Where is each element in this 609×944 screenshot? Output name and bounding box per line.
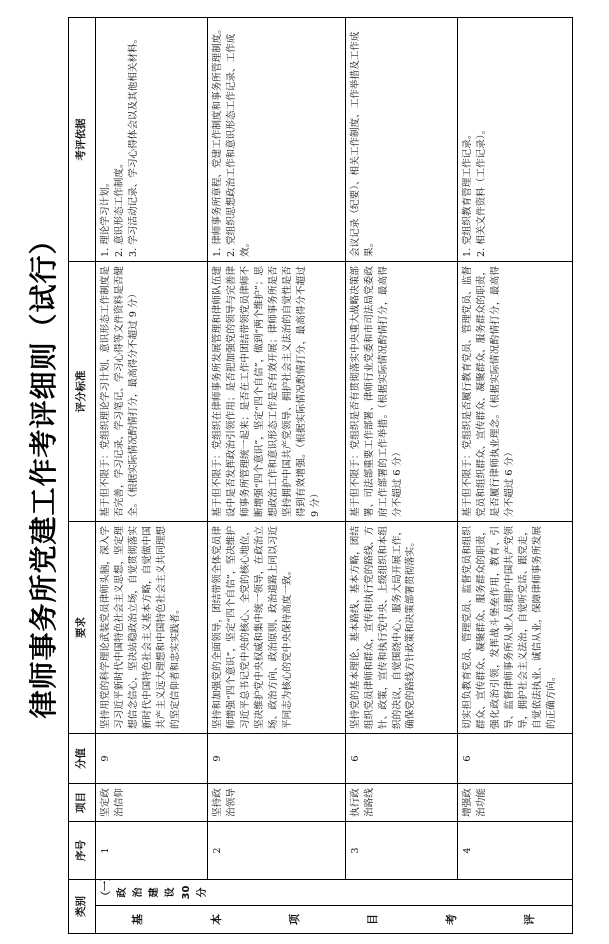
standard-cell: 基于但不限于：党组织是否有贯彻落实中央重大战略决策部署、司法部重要工作部署、律师行业党委和市司法局党委政府工作部署的工作举措。（根据实际情况酌情打分，最高得分不超过 6 分）: [345, 262, 457, 522]
score-cell: 9: [208, 734, 346, 784]
header-seq: 序号: [69, 822, 96, 880]
requirement-cell: 坚持用党的科学理论武装党员律师头脑，深入学习习近平新时代中国特色社会主义思想，坚定理想信念信心，坚决站稳政治立场，自觉贯彻落实新时代中国特色社会主义基本方略，自觉做中国共产主义远大理想和中国特色社会主义共同理想的坚定信仰者和忠实实践者。: [96, 522, 208, 734]
item-cell: 坚持政治领导: [208, 784, 346, 822]
category-label: [99, 910, 569, 929]
category-char: 评: [522, 914, 536, 925]
table-header-row: [69, 18, 96, 934]
table-row: [458, 18, 573, 934]
header-category: 类别: [69, 880, 96, 934]
item-cell: 增强政治功能: [458, 784, 573, 822]
basis-line: 2. 党组织思想政治工作和意识形态工作记录、工作成效。: [226, 33, 252, 257]
basis-cell: [96, 18, 208, 262]
table-row: [345, 18, 457, 934]
header-requirement: 要求: [69, 522, 96, 734]
basis-line: 2. 相关文件资料（工作记录）。: [476, 124, 488, 257]
basis-line: 1. 理论学习计划。: [100, 177, 111, 257]
category-char: 基: [131, 914, 145, 925]
category-char: 考: [444, 914, 458, 925]
category-cell: [96, 906, 573, 934]
basis-line: 1. 党组织教育管理工作记录。: [462, 129, 474, 257]
subcategory-line: （一）: [101, 879, 112, 901]
header-standard: 评分标准: [69, 262, 96, 522]
basis-line: 会议记录（纪要）、相关工作制度、工作举措及工作成果。: [349, 31, 375, 257]
category-char: 项: [287, 914, 301, 925]
table-row: [208, 18, 346, 934]
standard-cell: 基于但不限于：党组织在律师事务所发展管理和律师队伍建设中是否发挥政治引领作用；是否把加强党的领导与完善律师事务所管理统一起来；是否在工作中团结带领党员律师不断增强“四个意识”，坚定“四个自信”，做到“两个维护”；思想政治工作和意识形态工作是否有效开展；律师事务所是否坚持拥护中国共产党领导、拥护社会主义法治的自觉性是否得到有效增强。（根据实际情况酌情打分，最高得分不超过 9 分）: [208, 262, 346, 522]
standard-cell: 基于但不限于：党组织是否履行教育党员、管理党员、监督党员和组织群众、宣传群众、凝聚群众、服务群众的职责，是否履行律师执业理念。（根据实际情况酌情打分，最高得分不超过 6 分）: [458, 262, 573, 522]
score-cell: 6: [345, 734, 457, 784]
subcategory-line: 30 分: [181, 885, 208, 900]
requirement-cell: 切实担负教育党员、管理党员、监督党员和组织群众、宣传群众、凝聚群众、服务群众的职责，强化政治引领，发挥战斗堡垒作用，教育、引导、监督律师事务所从业人员拥护中国共产党领导，拥护社会主义法治，自觉听党话、跟党走，自觉依法执业、诚信从业，保障律师事务所发展的正确方向。: [458, 522, 573, 734]
basis-cell: [208, 18, 346, 262]
basis-cell: [345, 18, 457, 262]
score-cell: 9: [96, 734, 208, 784]
standard-cell: 基于但不限于：党组织理论学习计划、意识形态工作制度是否完善，学习记录、学习笔记、学习心得等文件资料是否健全。（根据实际情况酌情打分，最高得分不超过 9 分）: [96, 262, 208, 522]
requirement-cell: 坚持党的基本理论、基本路线、基本方略，团结组织党员律师和群众，宣传和执行党的路线、方针、政策，宣传和执行党中央、上级组织和本组织的决议，自觉围绕中心、服务大局开展工作，确保党的路线方针政策和决策部署贯彻落实。: [345, 522, 457, 734]
item-cell: 坚定政治信仰: [96, 784, 208, 822]
requirement-cell: 坚持和加强党的全面领导，团结带领全体党员律师增强“四个意识”，坚定“四个自信”，坚决维护习近平总书记党中央的核心、全党的核心地位，坚决维护党中央权威和集中统一领导，在政治立场、政治方向、政治原则、政治道路上同以习近平同志为核心的党中央保持高度一致。: [208, 522, 346, 734]
header-basis: 考评依据: [69, 18, 96, 262]
header-score: 分值: [69, 734, 96, 784]
seq-cell: 3: [345, 822, 457, 880]
subcategory-cell: [96, 880, 573, 906]
subcategory-line: 政治: [117, 887, 144, 898]
item-cell: 执行政治路线: [345, 784, 457, 822]
category-char: 本: [209, 914, 223, 925]
subcategory-line: 建设: [149, 887, 176, 898]
score-cell: 6: [458, 734, 573, 784]
evaluation-table: [68, 17, 573, 934]
basis-line: 3. 学习活动记录、学习心得体会以及其他相关材料。: [127, 33, 139, 257]
seq-cell: 1: [96, 822, 208, 880]
basis-cell: [458, 18, 573, 262]
basis-line: 1. 律师事务所章程、党建工作制度和事务所管理制度。: [212, 24, 224, 257]
header-item: 项目: [69, 784, 96, 822]
basis-line: 2. 意识形态工作制度。: [113, 158, 125, 257]
seq-cell: 4: [458, 822, 573, 880]
table-row: [96, 18, 208, 934]
seq-cell: 2: [208, 822, 346, 880]
category-char: 目: [366, 914, 380, 925]
document-title: 律师事务所党建工作考评细则（试行）: [27, 225, 60, 719]
